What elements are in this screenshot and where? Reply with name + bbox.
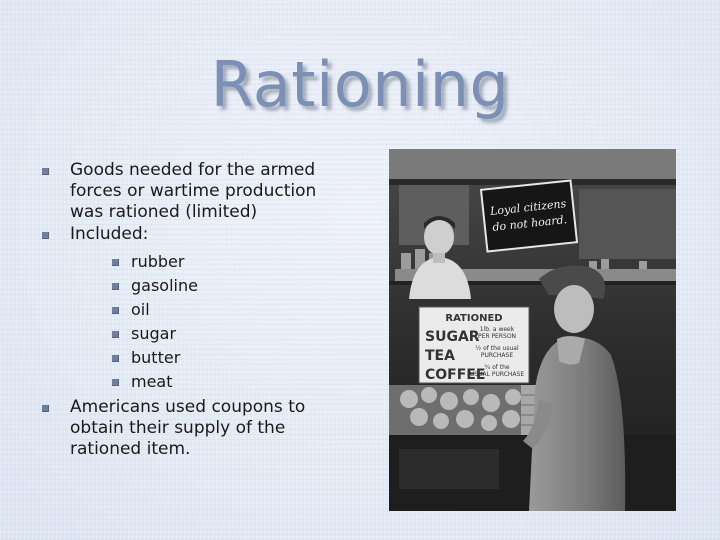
card-item-coffee: COFFEE — [425, 367, 486, 383]
card-note: PURCHASE — [480, 352, 514, 359]
sub-bullet-text: oil — [131, 300, 150, 319]
sub-bullet-text: rubber — [131, 252, 185, 271]
list-item — [40, 160, 350, 223]
sub-bullet-text: gasoline — [131, 276, 198, 295]
sub-bullet-text: butter — [131, 348, 181, 367]
square-bullet-icon — [112, 379, 119, 386]
sub-list-item — [70, 274, 350, 298]
sub-list-item — [70, 250, 350, 274]
card-note: ½ of the usual — [475, 345, 519, 352]
list-item — [40, 397, 350, 460]
bullet-text: Goods needed for the armed forces or wartime production was rationed (limited) — [70, 160, 317, 222]
card-item-tea: TEA — [425, 348, 455, 364]
bullet-text: Americans used coupons to obtain their supply of the rationed item. — [70, 397, 306, 459]
card-header: RATIONED — [445, 313, 503, 324]
ration-card — [419, 307, 529, 383]
sign-line-1: Loyal citizens — [489, 197, 567, 219]
card-note: ¾ of the — [484, 364, 510, 371]
sub-bullet-list — [70, 250, 350, 394]
sub-list-item — [70, 322, 350, 346]
bullet-list — [40, 160, 350, 460]
bullet-text: Included: — [70, 224, 149, 244]
square-bullet-icon — [112, 283, 119, 290]
square-bullet-icon — [112, 355, 119, 362]
sub-bullet-text: meat — [131, 372, 173, 391]
square-bullet-icon — [112, 331, 119, 338]
card-note: USUAL PURCHASE — [469, 371, 525, 378]
slide-title: Rationing — [210, 48, 510, 121]
square-bullet-icon — [42, 405, 49, 412]
sub-list-item — [70, 346, 350, 370]
sign-line-2: do not hoard. — [491, 213, 568, 234]
rationing-photo — [389, 149, 676, 511]
rationing-photo-illustration — [389, 149, 676, 511]
square-bullet-icon — [112, 259, 119, 266]
sub-bullet-text: sugar — [131, 324, 177, 343]
list-item — [40, 224, 350, 394]
square-bullet-icon — [42, 168, 49, 175]
card-note: PER PERSON — [477, 333, 517, 340]
card-item-sugar: SUGAR — [425, 329, 480, 345]
slide-body — [40, 160, 350, 461]
card-note: 1lb. a week — [479, 326, 515, 333]
sub-list-item — [70, 370, 350, 394]
sub-list-item — [70, 298, 350, 322]
square-bullet-icon — [42, 232, 49, 239]
square-bullet-icon — [112, 307, 119, 314]
